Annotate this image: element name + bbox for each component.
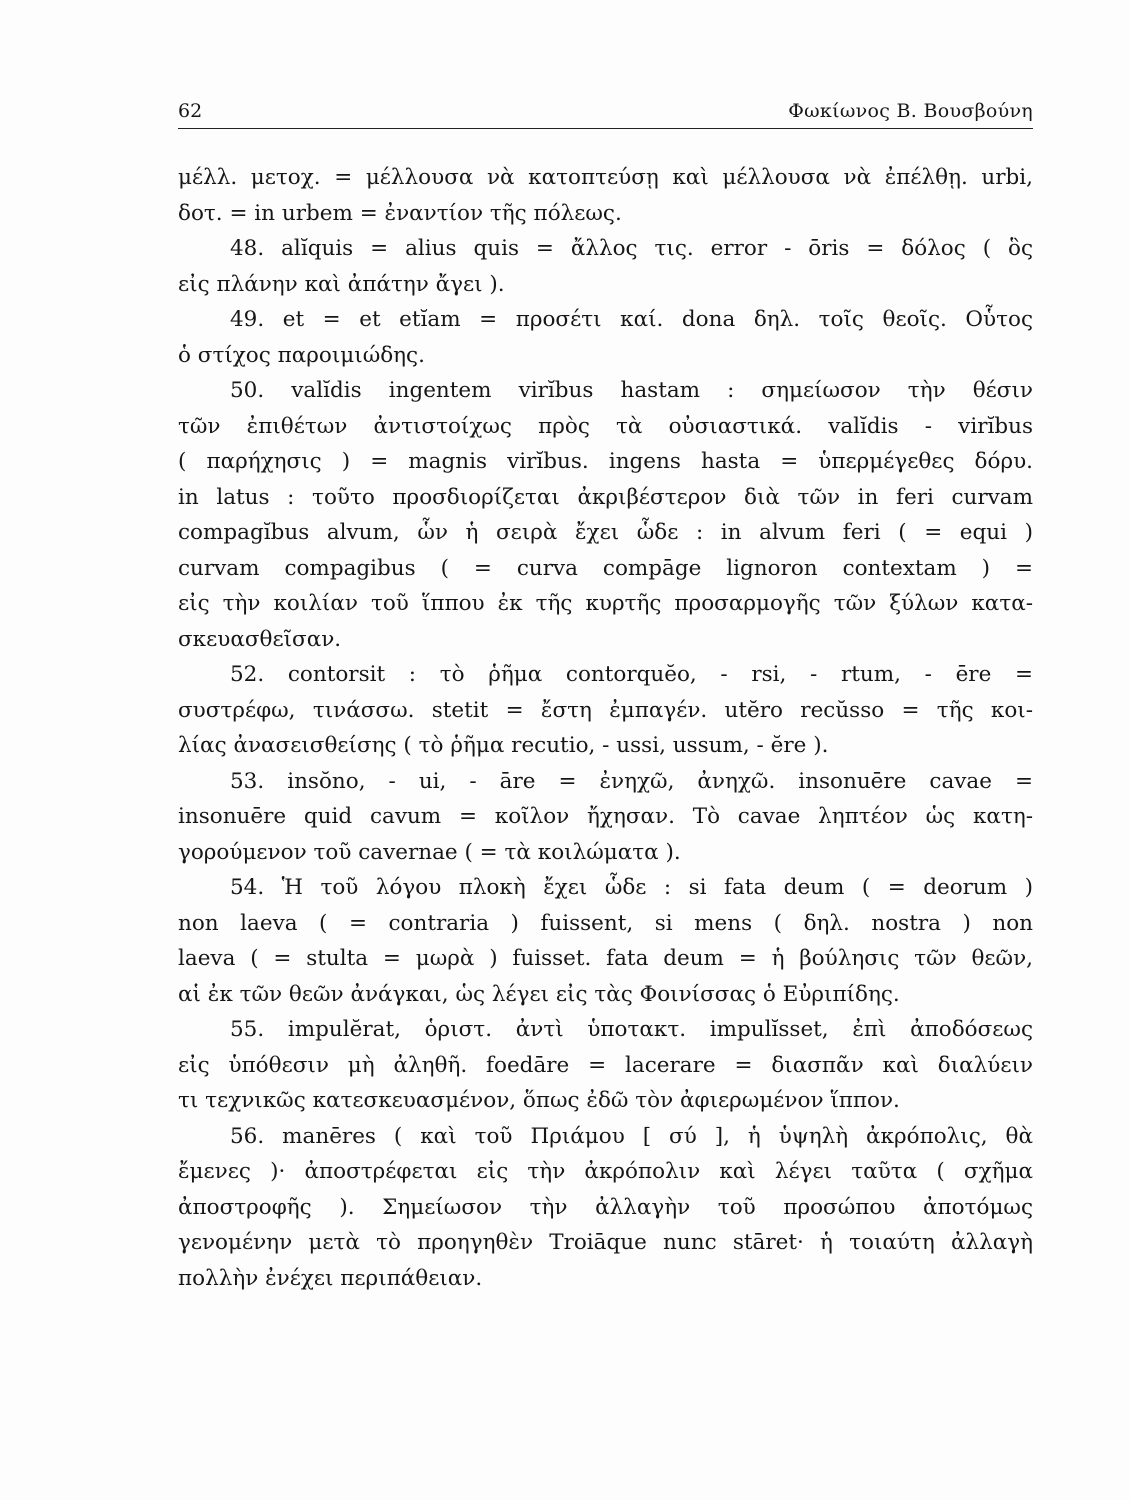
text-line: 53. insŏno, - ui, - āre = ἐνηχῶ, ἀνηχῶ. insonuēre cavae = <box>230 768 1033 794</box>
text-line: δοτ. = in urbem = ἐναντίον τῆς πόλεως. <box>178 200 622 226</box>
text-line: 54. Ἡ τοῦ λόγου πλοκὴ ἔχει ὧδε : si fata deum ( = deorum ) <box>230 875 1033 900</box>
header-rule <box>178 128 1033 129</box>
text-line: 50. valĭdis ingentem virĭbus hastam : σημείωσον τὴν θέσιν <box>230 378 1033 403</box>
commentary-text <box>178 160 1033 1296</box>
page-number: 62 <box>178 100 203 122</box>
text-line: non laeva ( = contraria ) fuissent, si mens ( δηλ. nostra ) non <box>178 910 1033 936</box>
text-line: compagĭbus alvum, ὧν ἡ σειρὰ ἔχει ὧδε : in alvum feri ( = equi ) <box>178 520 1033 545</box>
text-line: εἰς πλάνην καὶ ἀπάτην ἄγει ). <box>178 271 505 297</box>
text-line: laeva ( = stulta = μωρὰ ) fuisset. fata deum = ἡ βούλησις τῶν θεῶν, <box>178 946 1033 971</box>
text-line: in latus : τοῦτο προσδιορίζεται ἀκριβέστερον διὰ τῶν in feri curvam <box>178 484 1033 510</box>
text-line: ( παρήχησις ) = magnis virĭbus. ingens hasta = ὑπερμέγεθες δόρυ. <box>178 449 1033 474</box>
text-line: συστρέφω, τινάσσω. stetit = ἔστη ἐμπαγέν. utĕro recŭsso = τῆς κοι- <box>178 697 1033 723</box>
text-line: ὁ στίχος παροιμιώδης. <box>178 342 425 368</box>
running-head: Φωκίωνος Β. Βουσβούνη <box>788 100 1033 122</box>
text-line: 55. impulĕrat, ὁριστ. ἀντὶ ὑποτακτ. impulĭsset, ἐπὶ ἀποδόσεως <box>230 1017 1033 1042</box>
text-line: 48. alĭquis = alius quis = ἄλλος τις. error - ōris = δόλος ( ὃς <box>230 236 1033 261</box>
text-line: ἔμενες )· ἀποστρέφεται εἰς τὴν ἀκρόπολιν καὶ λέγει ταῦτα ( σχῆμα <box>178 1159 1033 1184</box>
text-line: γορούμενον τοῦ cavernae ( = τὰ κοιλώματα ). <box>178 839 681 865</box>
text-line: σκευασθεῖσαν. <box>178 626 342 652</box>
text-line: ἀποστροφῆς ). Σημείωσον τὴν ἀλλαγὴν τοῦ προσώπου ἀποτόμως <box>178 1194 1033 1220</box>
text-line: πολλὴν ἐνέχει περιπάθειαν. <box>178 1265 483 1291</box>
text-line: τι τεχνικῶς κατεσκευασμένον, ὅπως ἐδῶ τὸν ἀφιερωμένον ἵππον. <box>178 1088 900 1113</box>
text-line: 56. manēres ( καὶ τοῦ Πριάμου [ σύ ], ἡ ὑψηλὴ ἀκρόπολις, θὰ <box>230 1123 1033 1149</box>
text-line: μέλλ. μετοχ. = μέλλουσα νὰ κατοπτεύσῃ καὶ μέλλουσα νὰ ἐπέλθῃ. urbi, <box>178 165 1033 190</box>
text-line: εἰς τὴν κοιλίαν τοῦ ἵππου ἐκ τῆς κυρτῆς προσαρμογῆς τῶν ξύλων κατα- <box>178 591 1033 616</box>
text-line: curvam compagibus ( = curva compāge lignoron contextam ) = <box>178 555 1033 581</box>
text-line: insonuēre quid cavum = κοῖλον ἤχησαν. Τὸ cavae ληπτέον ὡς κατη- <box>178 804 1033 829</box>
text-line: λίας ἀνασεισθείσης ( τὸ ῥῆμα recutio, - ussi, ussum, - ĕre ). <box>178 733 829 758</box>
text-line: τῶν ἐπιθέτων ἀντιστοίχως πρὸς τὰ οὐσιαστικά. valĭdis - virĭbus <box>178 413 1033 439</box>
page-header <box>178 98 1033 124</box>
text-line: αἱ ἐκ τῶν θεῶν ἀνάγκαι, ὡς λέγει εἰς τὰς Φοινίσσας ὁ Εὐριπίδης. <box>178 981 900 1007</box>
text-line: 52. contorsit : τὸ ῥῆμα contorquĕo, - rsi, - rtum, - ēre = <box>230 662 1033 687</box>
text-line: γενομένην μετὰ τὸ προηγηθὲν Troiāque nunc stāret· ἡ τοιαύτη ἀλλαγὴ <box>178 1230 1033 1255</box>
text-line: εἰς ὑπόθεσιν μὴ ἀληθῆ. foedāre = lacerare = διασπᾶν καὶ διαλύειν <box>178 1052 1033 1078</box>
text-line: 49. et = et etĭam = προσέτι καί. dona δηλ. τοῖς θεοῖς. Οὗτος <box>230 307 1033 332</box>
